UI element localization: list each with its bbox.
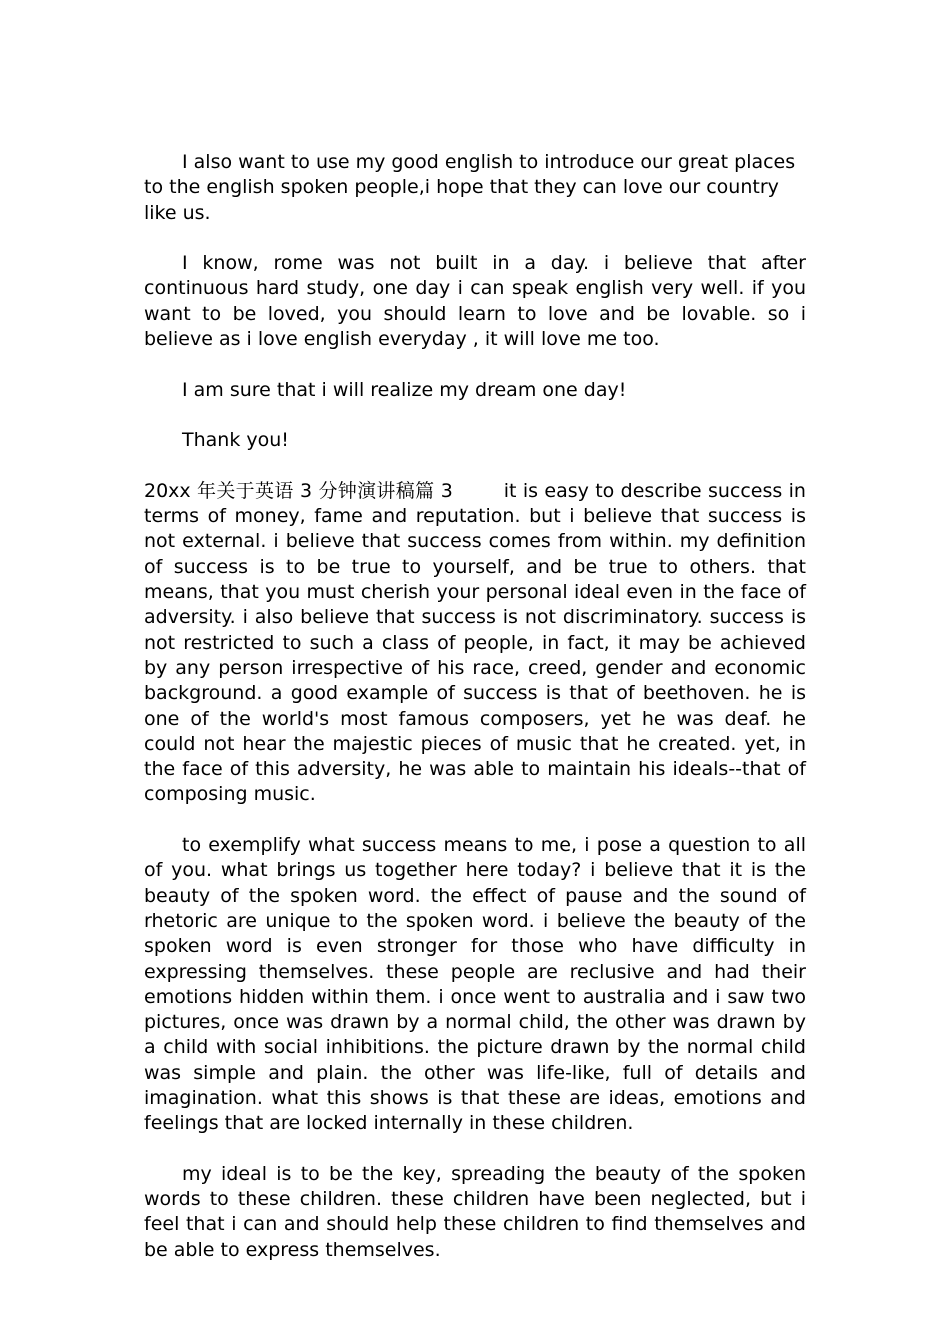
paragraph-intro-places: I also want to use my good english to introduce our great places to the english spoken people,i hope that they can love our country like us. bbox=[144, 151, 796, 224]
section-success-paragraph bbox=[144, 479, 806, 808]
paragraph-thanks: Thank you! bbox=[182, 429, 289, 452]
section-paragraph-text: it is easy to describe success in terms of money, fame and reputation. but i believe that success is not external. i believe that success comes from within. my definition of success is to be true to yourself, and be true to others. that means, that you must cherish your personal ideal even in the face of adversity. i also believe that success is not discriminatory. success is not restricted to such a class of people, in fact, it may be achieved by any person irrespective of his race, creed, gender and economic background. a good example of success is that of beethoven. he is one of the world's most famous composers, yet he was deaf. he could not hear the majestic pieces of music that he created. yet, in the face of this adversity, he was able to maintain his ideals--that of composing music. bbox=[144, 479, 806, 806]
paragraph-dream: I am sure that i will realize my dream one day! bbox=[182, 378, 627, 401]
document-body bbox=[144, 150, 806, 1288]
heading-gap bbox=[453, 480, 504, 502]
paragraph-ideal-key: my ideal is to be the key, spreading the beauty of the spoken words to these children. these children have been neglected, but i feel that i can and should help these children to find themselves and be able to express themselves. bbox=[144, 1162, 806, 1261]
paragraph-spoken-word: to exemplify what success means to me, i pose a question to all of you. what brings us together here today? i believe that it is the beauty of the spoken word. the effect of pause and the sound of rhetoric are unique to the spoken word. i believe the beauty of the spoken word is even stronger for those who have difficulty in expressing themselves. these people are reclusive and had their emotions hidden within them. i once went to australia and i saw two pictures, once was drawn by a normal child, the other was drawn by a child with social inhibitions. the picture drawn by the normal child was simple and plain. the other was life-like, full of details and imagination. what this shows is that these are ideas, emotions and feelings that are locked internally in these children. bbox=[144, 834, 806, 1135]
section-heading: 20xx 年关于英语 3 分钟演讲稿篇 3 bbox=[144, 479, 453, 502]
paragraph-rome: I know, rome was not built in a day. i believe that after continuous hard study, one day i can speak english very well. if you want to be loved, you should learn to love and be lovable. so i believe as i love english everyday , it will love me too. bbox=[144, 252, 806, 351]
